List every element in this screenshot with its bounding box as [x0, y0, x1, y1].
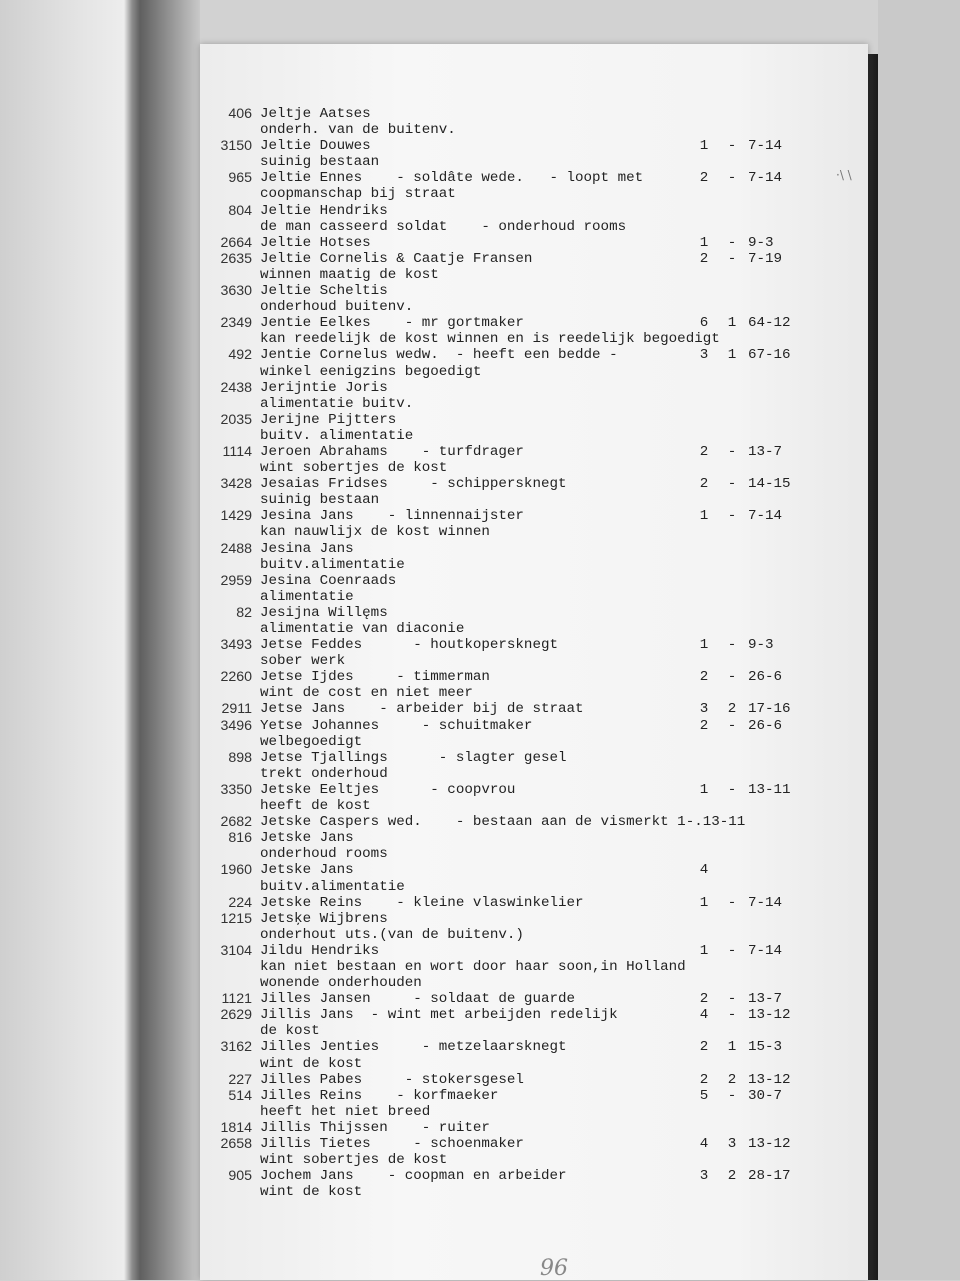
- entry-text: Jetske Eeltjes - coopvrou: [260, 781, 516, 798]
- entry-subcount: -: [727, 234, 737, 251]
- entry-subcount: -: [727, 942, 737, 959]
- entry-number: 804: [228, 202, 252, 219]
- entry-text: alimentatie van diaconie: [260, 621, 465, 637]
- entry-number: 3493: [220, 637, 252, 654]
- entry-text: suinig bestaan: [260, 154, 380, 171]
- entry-name-line: [200, 1088, 868, 1104]
- entry-text: onderh. van de buitenv.: [260, 122, 456, 139]
- entry-number: 2658: [220, 1136, 252, 1152]
- entry-name-line: [200, 251, 868, 267]
- entry-number: 3162: [220, 1039, 252, 1056]
- entry-number: 2682: [220, 814, 252, 831]
- register-entry: [200, 862, 868, 894]
- entry-amount: 7-14: [748, 508, 783, 525]
- entry-number: 3150: [220, 138, 252, 155]
- entry-text: suinig bestaan: [260, 492, 380, 509]
- register-entry: [200, 1120, 868, 1136]
- entry-text: trekt onderhoud: [260, 765, 388, 782]
- entry-count: 2: [699, 1071, 709, 1088]
- entry-count: 4: [699, 862, 709, 879]
- entry-note-line: [200, 1184, 868, 1200]
- entry-number: 492: [228, 347, 252, 364]
- entry-amount: 13-11: [748, 781, 791, 798]
- entry-count: 2: [699, 717, 709, 734]
- entry-number: 3428: [220, 476, 252, 493]
- register-entry: [200, 315, 868, 347]
- entry-name-line: [200, 782, 868, 798]
- entry-text: Jeltie Cornelis & Caatje Fransen: [260, 250, 533, 267]
- entry-amount: 13-7: [748, 991, 783, 1008]
- entry-number: 965: [228, 170, 252, 187]
- entry-note-line: [200, 734, 868, 750]
- entry-name-line: [200, 701, 868, 717]
- entry-text: Jilles Jansen - soldaat de guarde: [260, 991, 576, 1008]
- register-entries: [200, 106, 868, 1200]
- entry-count: 3: [699, 1168, 709, 1185]
- entry-number: 514: [228, 1087, 252, 1104]
- entry-note-line: [200, 653, 868, 669]
- entry-text: Jetske Caspers wed. - bestaan aan de vismerkt 1-.13-11: [260, 814, 746, 831]
- entry-text: wint de cost en niet meer: [260, 685, 473, 702]
- register-entry: [200, 476, 868, 508]
- entry-amount: 67-16: [748, 347, 791, 364]
- entry-text: Jilles Reins - korfmaeker: [260, 1087, 499, 1104]
- entry-text: Jeltie Douwes: [260, 138, 371, 155]
- entry-note-line: [200, 557, 868, 573]
- entry-count: 2: [699, 476, 709, 493]
- entry-count: 2: [699, 170, 709, 187]
- entry-count: 6: [699, 315, 709, 332]
- entry-text: wonende onderhouden: [260, 975, 422, 992]
- entry-note-line: [200, 975, 868, 991]
- entry-count: 5: [699, 1087, 709, 1104]
- entry-text: de man casseerd soldat - onderhoud rooms: [260, 218, 627, 235]
- entry-count: 1: [699, 942, 709, 959]
- entry-text: buitv.alimentatie: [260, 556, 405, 573]
- entry-count: 3: [699, 347, 709, 364]
- entry-amount: 13-12: [748, 1007, 791, 1024]
- entry-text: wint de kost: [260, 1055, 363, 1072]
- entry-amount: 7-14: [748, 894, 783, 911]
- entry-count: 3: [699, 701, 709, 718]
- entry-count: 2: [699, 1039, 709, 1056]
- entry-number: 3104: [220, 942, 252, 959]
- entry-text: onderhout uts.(van de buitenv.): [260, 926, 524, 943]
- entry-note-line: [200, 927, 868, 943]
- entry-note-line: [200, 589, 868, 605]
- entry-amount: 7-14: [748, 170, 783, 187]
- entry-name-line: [200, 830, 868, 846]
- entry-number: 2629: [220, 1007, 252, 1024]
- entry-count: 2: [699, 443, 709, 460]
- page-number: 96: [540, 1256, 568, 1281]
- facing-page-edge: [0, 0, 200, 1280]
- entry-subcount: 1: [727, 1039, 737, 1056]
- entry-text: Jeltie Hotses: [260, 234, 371, 251]
- entry-count: 1: [699, 637, 709, 654]
- entry-name-line: [200, 235, 868, 251]
- register-entry: [200, 1088, 868, 1120]
- entry-count: 2: [699, 991, 709, 1008]
- entry-number: 2635: [220, 250, 252, 267]
- entry-text: Jesijna Willęms: [260, 604, 388, 621]
- entry-text: Jentie Cornelus wedw. - heeft een bedde -: [260, 347, 618, 364]
- entry-amount: 7-14: [748, 138, 783, 155]
- entry-note-line: [200, 460, 868, 476]
- entry-name-line: [200, 476, 868, 492]
- entry-note-line: [200, 122, 868, 138]
- entry-name-line: [200, 862, 868, 878]
- entry-number: 224: [228, 894, 252, 911]
- register-entry: [200, 138, 868, 170]
- entry-count: 1: [699, 894, 709, 911]
- entry-note-line: [200, 1056, 868, 1072]
- entry-subcount: -: [727, 991, 737, 1008]
- entry-note-line: [200, 299, 868, 315]
- register-entry: [200, 1007, 868, 1039]
- entry-note-line: [200, 219, 868, 235]
- entry-number: 1960: [220, 862, 252, 879]
- entry-text: Jetse Feddes - houtkopersknegt: [260, 637, 558, 654]
- entry-count: 2: [699, 669, 709, 686]
- entry-name-line: [200, 637, 868, 653]
- entry-name-line: [200, 203, 868, 219]
- margin-pencil-mark: ·\ \: [836, 168, 852, 182]
- entry-number: 2488: [220, 540, 252, 557]
- entry-subcount: 3: [727, 1136, 737, 1152]
- entry-text: buitv.alimentatie: [260, 878, 405, 895]
- entry-text: wint sobertjes de kost: [260, 460, 448, 477]
- register-entry: [200, 541, 868, 573]
- entry-note-line: [200, 766, 868, 782]
- entry-text: kan niet bestaan en wort door haar soon,in Holland: [260, 958, 686, 975]
- entry-note-line: [200, 959, 868, 975]
- entry-subcount: -: [727, 669, 737, 686]
- entry-number: 898: [228, 749, 252, 766]
- entry-text: heeft het niet breed: [260, 1103, 431, 1120]
- entry-amount: 7-14: [748, 942, 783, 959]
- register-entry: [200, 380, 868, 412]
- entry-amount: 64-12: [748, 315, 791, 332]
- register-entry: [200, 943, 868, 991]
- entry-name-line: [200, 1120, 868, 1136]
- entry-text: coopmanschap bij straat: [260, 186, 456, 203]
- entry-text: alimentatie buitv.: [260, 395, 414, 412]
- entry-amount: 9-3: [748, 234, 774, 251]
- entry-text: Jetske Reins - kleine vlaswinkelier: [260, 894, 584, 911]
- entry-text: kan reedelijk de kost winnen en is reedelijk begoedigt: [260, 331, 720, 348]
- entry-note-line: [200, 1023, 868, 1039]
- entry-note-line: [200, 267, 868, 283]
- entry-text: Jeltje Aatses: [260, 106, 371, 122]
- entry-amount: 9-3: [748, 637, 774, 654]
- entry-text: Jillis Jans - wint met arbeijden redelijk: [260, 1007, 618, 1024]
- entry-subcount: 2: [727, 1071, 737, 1088]
- entry-subcount: -: [727, 508, 737, 525]
- register-entry: [200, 283, 868, 315]
- entry-number: 82: [236, 604, 252, 621]
- entry-text: alimentatie: [260, 588, 354, 605]
- register-entry: [200, 895, 868, 911]
- entry-text: Jesina Jans: [260, 540, 354, 557]
- entry-name-line: [200, 412, 868, 428]
- register-entry: [200, 718, 868, 750]
- entry-amount: 26-6: [748, 717, 783, 734]
- entry-note-line: [200, 798, 868, 814]
- register-entry: [200, 605, 868, 637]
- entry-number: 816: [228, 830, 252, 847]
- entry-text: onderhoud buitenv.: [260, 299, 414, 316]
- entry-subcount: -: [727, 637, 737, 654]
- entry-text: onderhoud rooms: [260, 846, 388, 863]
- entry-number: 2035: [220, 411, 252, 428]
- register-entry: [200, 251, 868, 283]
- entry-amount: 13-12: [748, 1136, 791, 1152]
- entry-name-line: [200, 508, 868, 524]
- register-entry: [200, 911, 868, 943]
- entry-name-line: [200, 347, 868, 363]
- entry-number: 227: [228, 1071, 252, 1088]
- entry-number: 2260: [220, 669, 252, 686]
- register-entry: [200, 1039, 868, 1071]
- entry-note-line: [200, 492, 868, 508]
- entry-number: 3496: [220, 717, 252, 734]
- entry-note-line: [200, 621, 868, 637]
- entry-text: Jochem Jans - coopman en arbeider: [260, 1168, 567, 1185]
- entry-number: 905: [228, 1168, 252, 1185]
- entry-name-line: [200, 814, 868, 830]
- entry-subcount: -: [727, 894, 737, 911]
- entry-name-line: [200, 541, 868, 557]
- entry-name-line: [200, 911, 868, 927]
- entry-name-line: [200, 943, 868, 959]
- entry-name-line: [200, 380, 868, 396]
- entry-note-line: [200, 186, 868, 202]
- entry-name-line: [200, 573, 868, 589]
- register-entry: [200, 1072, 868, 1088]
- entry-name-line: [200, 1072, 868, 1088]
- entry-text: Jilles Jenties - metzelaarsknegt: [260, 1039, 567, 1056]
- entry-note-line: [200, 879, 868, 895]
- entry-subcount: -: [727, 781, 737, 798]
- entry-number: 2959: [220, 572, 252, 589]
- entry-amount: 15-3: [748, 1039, 783, 1056]
- entry-number: 2438: [220, 379, 252, 396]
- entry-note-line: [200, 524, 868, 540]
- entry-number: 1114: [222, 443, 252, 460]
- entry-text: wint sobertjes de kost: [260, 1152, 448, 1169]
- entry-text: Jentie Eelkes - mr gortmaker: [260, 315, 524, 332]
- entry-subcount: 2: [727, 701, 737, 718]
- entry-amount: 13-7: [748, 443, 783, 460]
- entry-subcount: -: [727, 1007, 737, 1024]
- entry-subcount: 1: [727, 315, 737, 332]
- entry-text: Yetse Johannes - schuitmaker: [260, 717, 533, 734]
- entry-count: 4: [699, 1007, 709, 1024]
- entry-subcount: -: [727, 476, 737, 493]
- entry-text: Jeltie Scheltis: [260, 283, 388, 300]
- entry-name-line: [200, 315, 868, 331]
- entry-number: 2911: [221, 701, 252, 718]
- entry-text: Jetse Jans - arbeider bij de straat: [260, 701, 584, 718]
- entry-name-line: [200, 605, 868, 621]
- entry-subcount: -: [727, 250, 737, 267]
- entry-note-line: [200, 685, 868, 701]
- entry-name-line: [200, 138, 868, 154]
- entry-number: 1429: [220, 508, 252, 525]
- entry-subcount: -: [727, 717, 737, 734]
- entry-subcount: -: [727, 1087, 737, 1104]
- entry-text: heeft de kost: [260, 798, 371, 815]
- register-entry: [200, 347, 868, 379]
- entry-text: wint de kost: [260, 1184, 363, 1201]
- entry-amount: 14-15: [748, 476, 791, 493]
- book-cover-edge: [868, 54, 878, 1280]
- register-entry: [200, 782, 868, 814]
- entry-subcount: -: [727, 170, 737, 187]
- entry-name-line: [200, 283, 868, 299]
- register-entry: [200, 701, 868, 717]
- entry-text: Jeroen Abrahams - turfdrager: [260, 443, 524, 460]
- entry-name-line: [200, 1007, 868, 1023]
- register-entry: [200, 1168, 868, 1200]
- entry-text: welbegoedigt: [260, 733, 363, 750]
- document-page: [200, 44, 868, 1280]
- entry-number: 3350: [220, 781, 252, 798]
- entry-note-line: [200, 364, 868, 380]
- entry-count: 4: [699, 1136, 709, 1152]
- register-entry: [200, 508, 868, 540]
- register-entry: [200, 814, 868, 830]
- entry-count: 1: [699, 508, 709, 525]
- register-entry: [200, 412, 868, 444]
- entry-subcount: -: [727, 138, 737, 155]
- entry-number: 1215: [220, 910, 252, 927]
- entry-text: Jeltie Hendriks: [260, 202, 388, 219]
- entry-number: 2349: [220, 315, 252, 332]
- entry-name-line: [200, 170, 868, 186]
- entry-name-line: [200, 1136, 868, 1152]
- entry-amount: 30-7: [748, 1087, 783, 1104]
- entry-subcount: 1: [727, 347, 737, 364]
- entry-number: 3630: [220, 283, 252, 300]
- register-entry: [200, 1136, 868, 1168]
- register-entry: [200, 830, 868, 862]
- entry-text: Jerijntie Joris: [260, 379, 388, 396]
- register-entry: [200, 991, 868, 1007]
- entry-note-line: [200, 396, 868, 412]
- entry-count: 1: [699, 234, 709, 251]
- register-entry: [200, 637, 868, 669]
- register-entry: [200, 750, 868, 782]
- entry-text: Jesina Coenraads: [260, 572, 397, 589]
- entry-note-line: [200, 428, 868, 444]
- entry-text: Jesina Jans - linnennaijster: [260, 508, 524, 525]
- entry-name-line: [200, 750, 868, 766]
- entry-note-line: [200, 1152, 868, 1168]
- entry-number: 406: [228, 106, 252, 122]
- register-entry: [200, 203, 868, 235]
- entry-count: 2: [699, 250, 709, 267]
- entry-text: Jillis Tietes - schoenmaker: [260, 1136, 524, 1152]
- entry-name-line: [200, 106, 868, 122]
- entry-name-line: [200, 1168, 868, 1184]
- entry-text: Jilles Pabes - stokersgesel: [260, 1071, 524, 1088]
- entry-text: winnen maatig de kost: [260, 266, 439, 283]
- entry-amount: 28-17: [748, 1168, 791, 1185]
- entry-amount: 26-6: [748, 669, 783, 686]
- entry-text: Jildu Hendriks: [260, 942, 380, 959]
- entry-text: Jerijne Pijtters: [260, 411, 397, 428]
- entry-text: Jetske Jans: [260, 862, 354, 879]
- entry-number: 1121: [221, 991, 252, 1008]
- entry-text: buitv. alimentatie: [260, 427, 414, 444]
- entry-text: Jetse Tjallings - slagter gesel: [260, 749, 567, 766]
- entry-amount: 17-16: [748, 701, 791, 718]
- entry-count: 1: [699, 138, 709, 155]
- entry-amount: 7-19: [748, 250, 783, 267]
- entry-name-line: [200, 1039, 868, 1055]
- entry-text: Jetske Jans: [260, 830, 354, 847]
- entry-name-line: [200, 444, 868, 460]
- entry-text: winkel eenigzins begoedigt: [260, 363, 482, 380]
- entry-count: 1: [699, 781, 709, 798]
- entry-name-line: [200, 991, 868, 1007]
- register-entry: [200, 235, 868, 251]
- register-entry: [200, 170, 868, 202]
- entry-subcount: 2: [727, 1168, 737, 1185]
- entry-text: Jetse Ijdes - timmerman: [260, 669, 490, 686]
- entry-name-line: [200, 895, 868, 911]
- entry-note-line: [200, 846, 868, 862]
- entry-note-line: [200, 154, 868, 170]
- register-entry: [200, 669, 868, 701]
- entry-text: Jillis Thijssen - ruiter: [260, 1119, 490, 1136]
- entry-text: kan nauwlijx de kost winnen: [260, 524, 490, 541]
- entry-name-line: [200, 669, 868, 685]
- entry-text: Jeltie Ennes - soldâte wede. - loopt met: [260, 170, 644, 187]
- entry-note-line: [200, 331, 868, 347]
- background-right: [878, 0, 960, 1280]
- entry-amount: 13-12: [748, 1071, 791, 1088]
- entry-name-line: [200, 718, 868, 734]
- register-entry: [200, 573, 868, 605]
- entry-subcount: -: [727, 443, 737, 460]
- entry-note-line: [200, 1104, 868, 1120]
- entry-number: 1814: [220, 1119, 252, 1136]
- entry-text: sober werk: [260, 653, 346, 670]
- entry-text: de kost: [260, 1023, 320, 1040]
- register-entry: [200, 106, 868, 138]
- entry-text: Jesaias Fridses - schippersknegt: [260, 476, 567, 493]
- register-entry: [200, 444, 868, 476]
- entry-text: Jetsķe Wijbrens: [260, 910, 388, 927]
- entry-number: 2664: [220, 234, 252, 251]
